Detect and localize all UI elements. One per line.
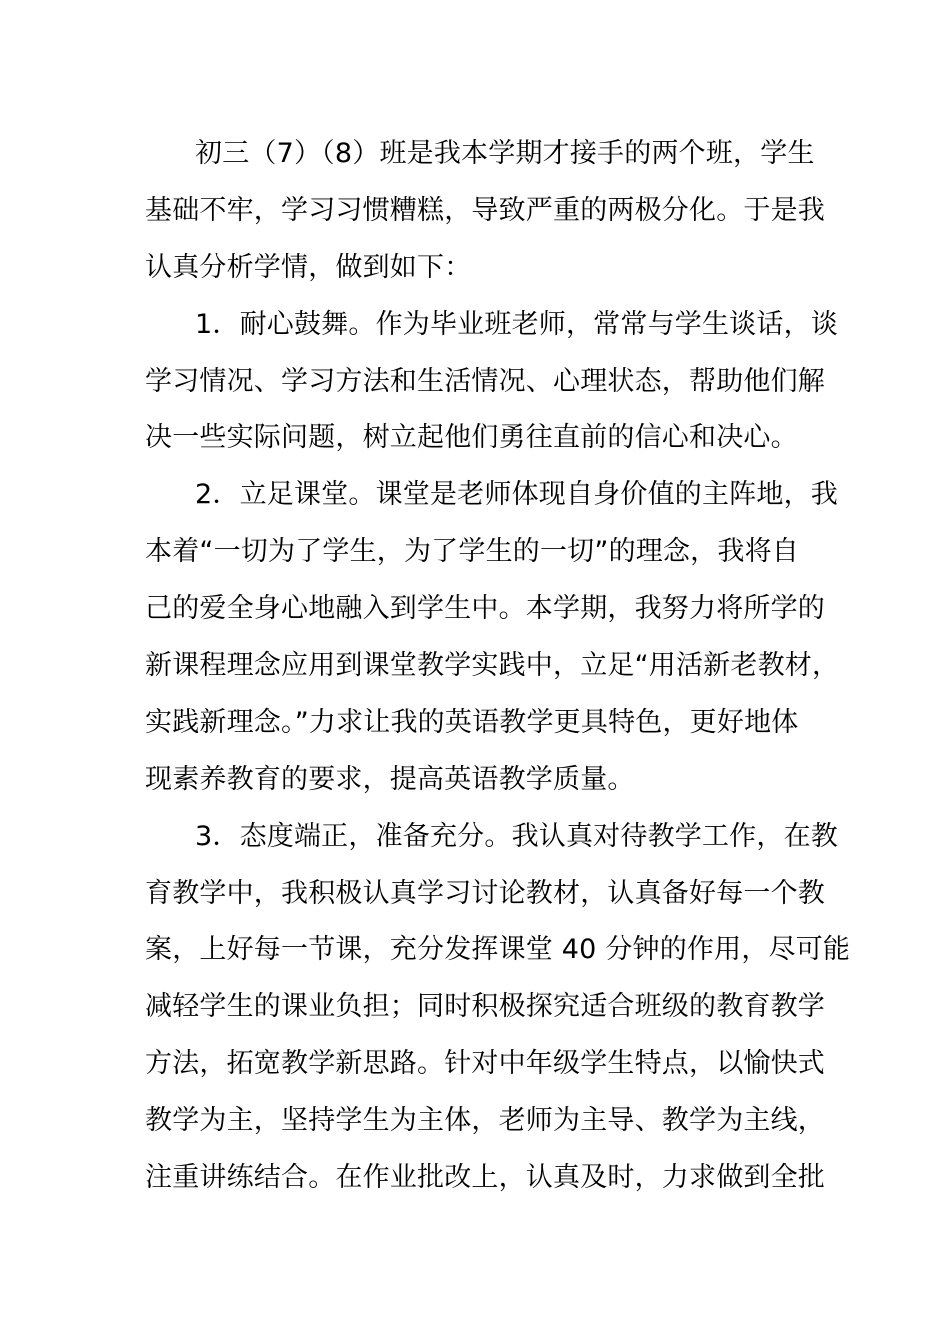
text-line-11: 实践新理念。”力求让我的英语教学更具特色，更好地体 (145, 706, 799, 738)
text-line-19: 注重讲练结合。在作业批改上，认真及时，力求做到全批 (145, 1162, 825, 1194)
text-line-7: 2．立足课堂。课堂是老师体现自身价值的主阵地，我 (195, 479, 838, 511)
text-line-4: 1．耐心鼓舞。作为毕业班老师，常常与学生谈话，谈 (195, 308, 838, 340)
text-line-17: 方法，拓宽教学新思路。针对中年级学生特点，以愉快式 (145, 1048, 825, 1080)
text-line-14: 育教学中，我积极认真学习讨论教材，认真备好每一个教 (145, 877, 825, 909)
text-line-2: 基础不牢，学习习惯糟糕，导致严重的两极分化。于是我 (145, 194, 825, 226)
text-line-13: 3．态度端正，准备充分。我认真对待教学工作，在教 (195, 820, 838, 852)
text-line-18: 教学为主，坚持学生为主体，老师为主导、教学为主线， (145, 1105, 825, 1137)
text-line-12: 现素养教育的要求，提高英语教学质量。 (145, 763, 635, 795)
text-line-9: 己的爱全身心地融入到学生中。本学期，我努力将所学的 (145, 593, 825, 625)
text-line-15: 案，上好每一节课，充分发挥课堂 40 分钟的作用，尽可能 (145, 934, 851, 966)
text-line-3: 认真分析学情，做到如下： (145, 251, 472, 283)
text-line-10: 新课程理念应用到课堂教学实践中，立足“用活新老教材， (145, 650, 840, 682)
text-line-1: 初三（7）（8）班是我本学期才接手的两个班，学生 (195, 138, 815, 169)
body-text (145, 126, 851, 1207)
text-line-16: 减轻学生的课业负担；同时积极探究适合班级的教育教学 (145, 991, 825, 1023)
text-line-5: 学习情况、学习方法和生活情况、心理状态，帮助他们解 (145, 365, 825, 397)
text-line-8: 本着“一切为了学生，为了学生的一切”的理念，我将自 (145, 536, 799, 568)
text-line-6: 决一些实际问题，树立起他们勇往直前的信心和决心。 (145, 422, 798, 454)
